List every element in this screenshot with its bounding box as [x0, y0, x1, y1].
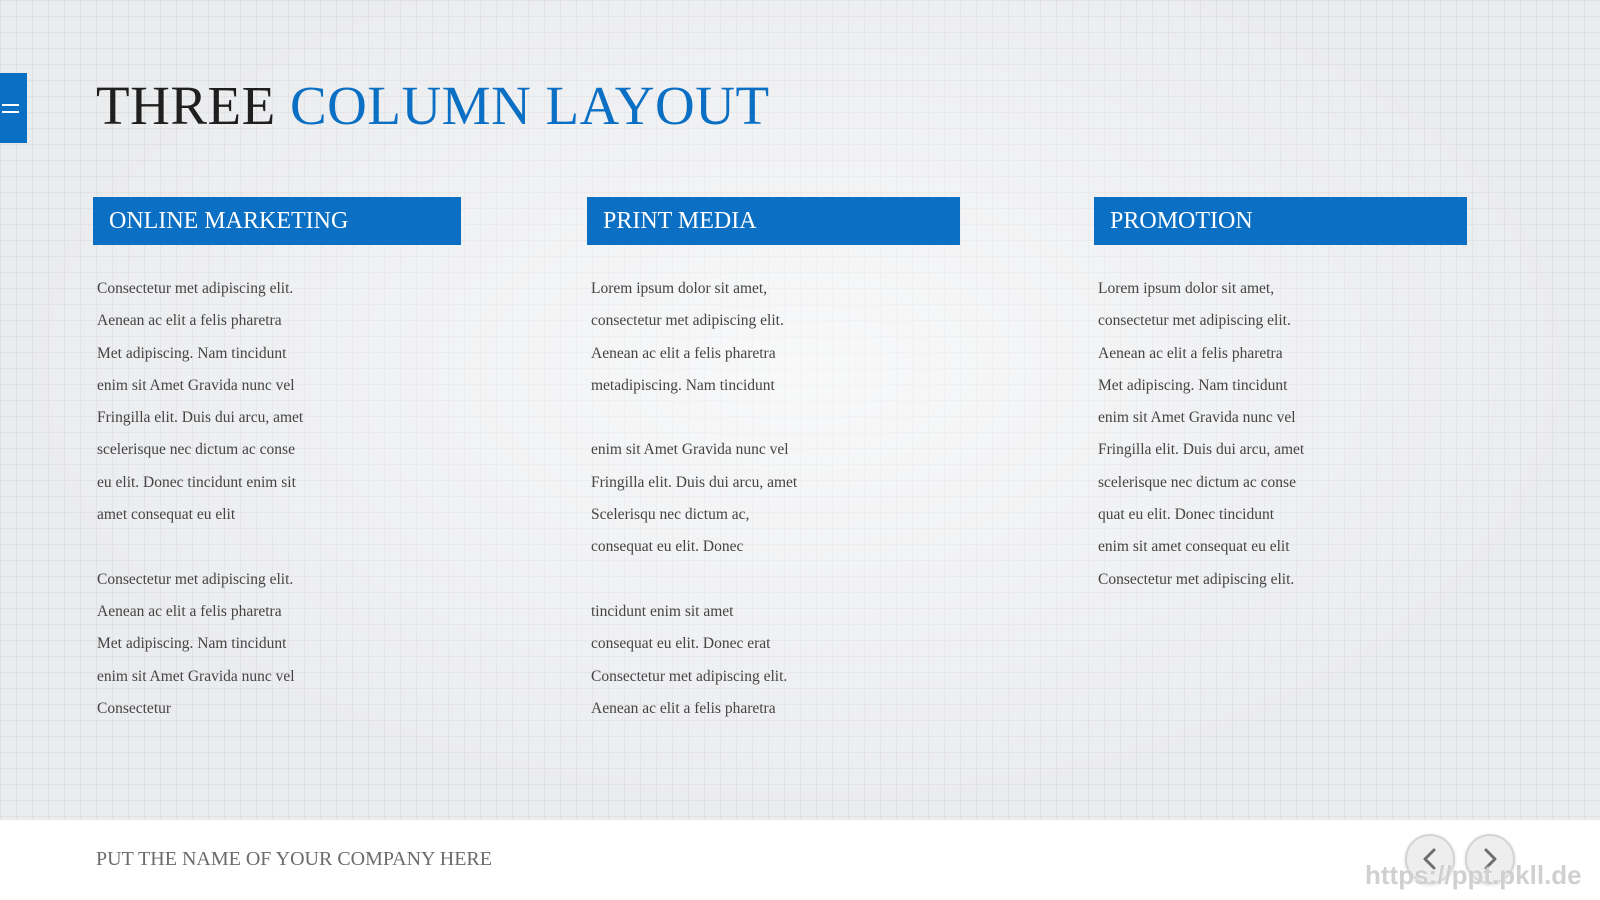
- text-line: quat eu elit. Donec tincidunt: [1098, 506, 1275, 524]
- column-heading: PRINT MEDIA: [587, 197, 960, 245]
- text-line-spacer: [591, 564, 960, 596]
- text-line: Aenean ac elit a felis pharetra: [97, 312, 282, 330]
- column-online-marketing: [93, 197, 461, 725]
- text-line: enim sit Amet Gravida nunc vel: [97, 376, 295, 394]
- text-line: Met adipiscing. Nam tincidunt: [1098, 376, 1288, 394]
- text-line: scelerisque nec dictum ac conse: [1098, 473, 1296, 491]
- menu-tab[interactable]: [0, 73, 27, 143]
- title-accent-part: COLUMN LAYOUT: [289, 75, 770, 136]
- column-body: [93, 245, 461, 725]
- column-print-media: [587, 197, 960, 725]
- text-line: enim sit Amet Gravida nunc vel: [591, 441, 789, 459]
- text-line: Consectetur met adipiscing elit.: [1098, 570, 1295, 588]
- text-line: Aenean ac elit a felis pharetra: [591, 344, 776, 362]
- text-line: amet consequat eu elit: [97, 506, 236, 524]
- text-line: enim sit Amet Gravida nunc vel: [97, 667, 295, 685]
- column-heading: PROMOTION: [1094, 197, 1467, 245]
- text-line-spacer: [97, 531, 461, 563]
- text-line: consectetur met adipiscing elit.: [591, 312, 784, 330]
- text-line: Met adipiscing. Nam tincidunt: [97, 344, 287, 362]
- text-line: Consectetur met adipiscing elit.: [97, 280, 294, 297]
- text-line: consequat eu elit. Donec erat: [591, 635, 771, 653]
- text-line: Lorem ipsum dolor sit amet,: [1098, 280, 1275, 297]
- text-line: Lorem ipsum dolor sit amet,: [591, 280, 768, 297]
- column-body: [587, 245, 960, 725]
- text-line: Consectetur met adipiscing elit.: [591, 667, 788, 685]
- column-promotion: [1094, 197, 1467, 596]
- text-line: tincidunt enim sit amet: [591, 602, 734, 620]
- text-line: enim sit Amet Gravida nunc vel: [1098, 409, 1296, 427]
- title-dark-part: THREE: [96, 75, 276, 136]
- text-line: Met adipiscing. Nam tincidunt: [97, 635, 287, 653]
- menu-icon: [2, 104, 19, 113]
- column-body: [1094, 245, 1467, 596]
- column-heading: ONLINE MARKETING: [93, 197, 461, 245]
- text-line: metadipiscing. Nam tincidunt: [591, 376, 775, 394]
- text-line: Scelerisqu nec dictum ac,: [591, 506, 750, 524]
- text-line: Fringilla elit. Duis dui arcu, amet: [1098, 441, 1305, 459]
- page-title: [96, 74, 770, 138]
- footer: [0, 820, 1600, 900]
- text-line-spacer: [591, 402, 960, 434]
- text-line: Fringilla elit. Duis dui arcu, amet: [97, 409, 304, 427]
- text-line: consectetur met adipiscing elit.: [1098, 312, 1291, 330]
- text-line: enim sit amet consequat eu elit: [1098, 538, 1290, 556]
- text-line: consequat eu elit. Donec: [591, 538, 744, 556]
- text-line: Aenean ac elit a felis pharetra: [1098, 344, 1283, 362]
- text-line: eu elit. Donec tincidunt enim sit: [97, 473, 296, 491]
- text-line: scelerisque nec dictum ac conse: [97, 441, 295, 459]
- text-line: Aenean ac elit a felis pharetra: [591, 699, 776, 717]
- text-line: Aenean ac elit a felis pharetra: [97, 602, 282, 620]
- company-name: PUT THE NAME OF YOUR COMPANY HERE: [96, 848, 492, 870]
- text-line: Fringilla elit. Duis dui arcu, amet: [591, 473, 798, 491]
- text-line: Consectetur met adipiscing elit.: [97, 570, 294, 588]
- text-line: Consectetur: [97, 699, 172, 717]
- watermark: https://ppt.pkll.de: [1365, 860, 1582, 890]
